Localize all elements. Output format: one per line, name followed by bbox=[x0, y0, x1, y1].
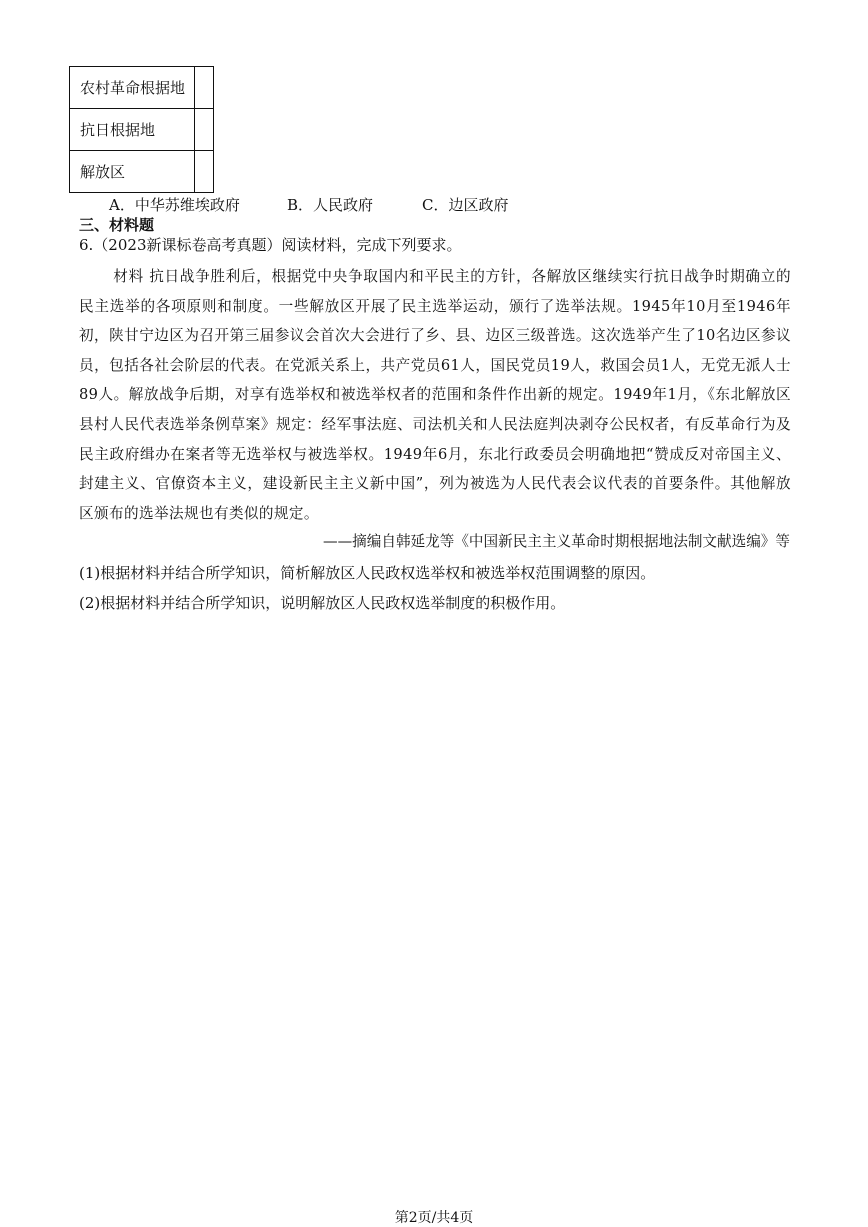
option-b: B．人民政府 bbox=[287, 196, 374, 214]
table-cell-answer-blank bbox=[195, 67, 214, 109]
sub-question-1: (1)根据材料并结合所学知识，简析解放区人民政权选举权和被选举权范围调整的原因。 bbox=[79, 564, 656, 582]
material-paragraph bbox=[79, 262, 791, 528]
answer-options bbox=[109, 194, 508, 215]
matching-table bbox=[69, 66, 214, 193]
sub-question-2: (2)根据材料并结合所学知识，说明解放区人民政权选举制度的积极作用。 bbox=[79, 594, 566, 612]
material-source: ——摘编自韩延龙等《中国新民主主义革命时期根据地法制文献选编》等 bbox=[322, 533, 790, 550]
option-c: C．边区政府 bbox=[422, 196, 509, 214]
section-title: 三、材料题 bbox=[79, 216, 155, 234]
table-cell-answer-blank bbox=[195, 151, 214, 193]
page-number: 第2页/共4页 bbox=[394, 1210, 474, 1226]
table-cell-name: 农村革命根据地 bbox=[70, 67, 195, 109]
table-cell-name: 解放区 bbox=[70, 151, 195, 193]
table-row bbox=[70, 67, 214, 109]
question-heading: 6.（2023新课标卷高考真题）阅读材料，完成下列要求。 bbox=[79, 236, 462, 254]
table-cell-answer-blank bbox=[195, 109, 214, 151]
table-cell-name: 抗日根据地 bbox=[70, 109, 195, 151]
table-row bbox=[70, 109, 214, 151]
table-row bbox=[70, 151, 214, 193]
material-text: 材料 抗日战争胜利后，根据党中央争取国内和平民主的方针，各解放区继续实行抗日战争时期确立的民主选举的各项原则和制度。一些解放区开展了民主选举运动，颁行了选举法规。1945年10月至1946年初，陕甘宁边区为召开第三届参议会首次大会进行了乡、县、边区三级普选。这次选举产生了10名边区参议员，包括各社会阶层的代表。在党派关系上，共产党员61人，国民党员19人，救国会员1人，无党无派人士89人。解放战争后期，对享有选举权和被选举权者的范围和条件作出新的规定。1949年1月，《东北解放区县村人民代表选举条例草案》规定：经军事法庭、司法机关和人民法庭判决剥夺公民权者，有反革命行为及民主政府缉办在案者等无选举权与被选举权。1949年6月，东北行政委员会明确地把“赞成反对帝国主义、封建主义、官僚资本主义，建设新民主主义新中国”，列为被选为人民代表会议代表的首要条件。其他解放区颁布的选举法规也有类似的规定。 bbox=[79, 268, 791, 522]
option-a: A．中华苏维埃政府 bbox=[109, 196, 240, 214]
